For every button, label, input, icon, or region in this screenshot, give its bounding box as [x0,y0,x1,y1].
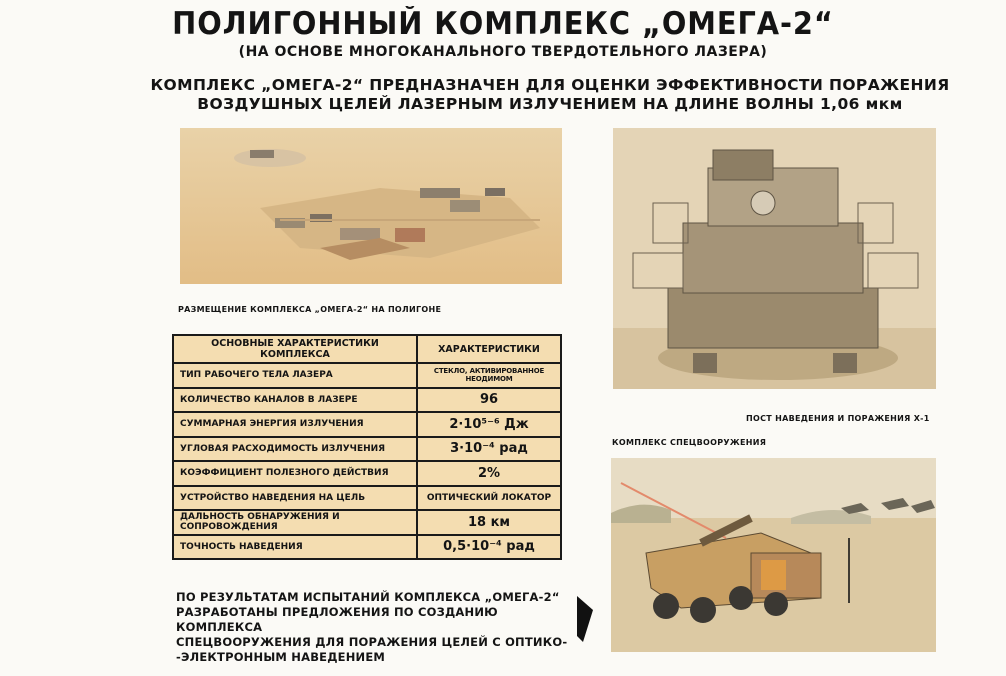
spec-value: 96 [417,388,561,413]
table-row [173,363,561,388]
caption-post: ПОСТ НАВЕДЕНИЯ И ПОРАЖЕНИЯ Х-1 [746,414,930,423]
spec-value: 3·10⁻⁴ рад [417,437,561,462]
table-row [173,486,561,511]
specs-table-header [173,335,561,363]
spec-value: 2% [417,461,561,486]
table-row [173,412,561,437]
table-row [173,437,561,462]
conclusion-line-4: -ЭЛЕКТРОННЫМ НАВЕДЕНИЕМ [176,650,386,664]
conclusion-line-2: РАЗРАБОТАНЫ ПРЕДЛОЖЕНИЯ ПО СОЗДАНИЮ КОМПЛЕКСА [176,605,498,634]
post-illustration [613,128,936,389]
table-row [173,388,561,413]
spec-param: КОЭФФИЦИЕНТ ПОЛЕЗНОГО ДЕЙСТВИЯ [173,461,417,486]
specs-header-value: ХАРАКТЕРИСТИКИ [417,335,561,363]
specs-table [172,334,562,560]
special-weapons-illustration [611,458,936,652]
spec-value: ОПТИЧЕСКИЙ ЛОКАТОР [417,486,561,511]
spec-param: ТОЧНОСТЬ НАВЕДЕНИЯ [173,535,417,560]
purpose-line-2: ВОЗДУШНЫХ ЦЕЛЕЙ ЛАЗЕРНЫМ ИЗЛУЧЕНИЕМ НА ДЛИНЕ ВОЛНЫ 1,06 мкм [197,95,903,113]
spec-param: ТИП РАБОЧЕГО ТЕЛА ЛАЗЕРА [173,363,417,388]
specs-header-param: ОСНОВНЫЕ ХАРАКТЕРИСТИКИ КОМПЛЕКСА [173,335,417,363]
site-layout-illustration [180,128,562,284]
spec-param: ДАЛЬНОСТЬ ОБНАРУЖЕНИЯ И СОПРОВОЖДЕНИЯ [173,510,417,535]
spec-value: 0,5·10⁻⁴ рад [417,535,561,560]
table-row [173,461,561,486]
poster-subtitle: (НА ОСНОВЕ МНОГОКАНАЛЬНОГО ТВЕРДОТЕЛЬНОГО ЛАЗЕРА) [238,44,768,60]
spec-param: СУММАРНАЯ ЭНЕРГИЯ ИЗЛУЧЕНИЯ [173,412,417,437]
spec-value: СТЕКЛО, АКТИВИРОВАННОЕ НЕОДИМОМ [417,363,561,388]
table-row [173,535,561,560]
spec-param: КОЛИЧЕСТВО КАНАЛОВ В ЛАЗЕРЕ [173,388,417,413]
conclusion-line-1: ПО РЕЗУЛЬТАТАМ ИСПЫТАНИЙ КОМПЛЕКСА „ОМЕГА-2“ [176,590,560,604]
caption-special: КОМПЛЕКС СПЕЦВООРУЖЕНИЯ [612,438,767,447]
conclusion-line-3: СПЕЦВООРУЖЕНИЯ ДЛЯ ПОРАЖЕНИЯ ЦЕЛЕЙ С ОПТИКО- [176,635,568,649]
poster-title: ПОЛИГОННЫЙ КОМПЛЕКС „ОМЕГА-2“ [172,6,834,42]
arrow-pointer-icon [575,596,595,642]
spec-value: 2·10⁵⁻⁶ Дж [417,412,561,437]
table-row [173,510,561,535]
conclusion-text [176,590,576,665]
spec-param: УГЛОВАЯ РАСХОДИМОСТЬ ИЗЛУЧЕНИЯ [173,437,417,462]
spec-param: УСТРОЙСТВО НАВЕДЕНИЯ НА ЦЕЛЬ [173,486,417,511]
purpose-statement [120,76,980,114]
spec-value: 18 км [417,510,561,535]
purpose-line-1: КОМПЛЕКС „ОМЕГА-2“ ПРЕДНАЗНАЧЕН ДЛЯ ОЦЕНКИ ЭФФЕКТИВНОСТИ ПОРАЖЕНИЯ [150,76,950,94]
caption-site: РАЗМЕЩЕНИЕ КОМПЛЕКСА „ОМЕГА-2“ НА ПОЛИГОНЕ [178,305,442,314]
